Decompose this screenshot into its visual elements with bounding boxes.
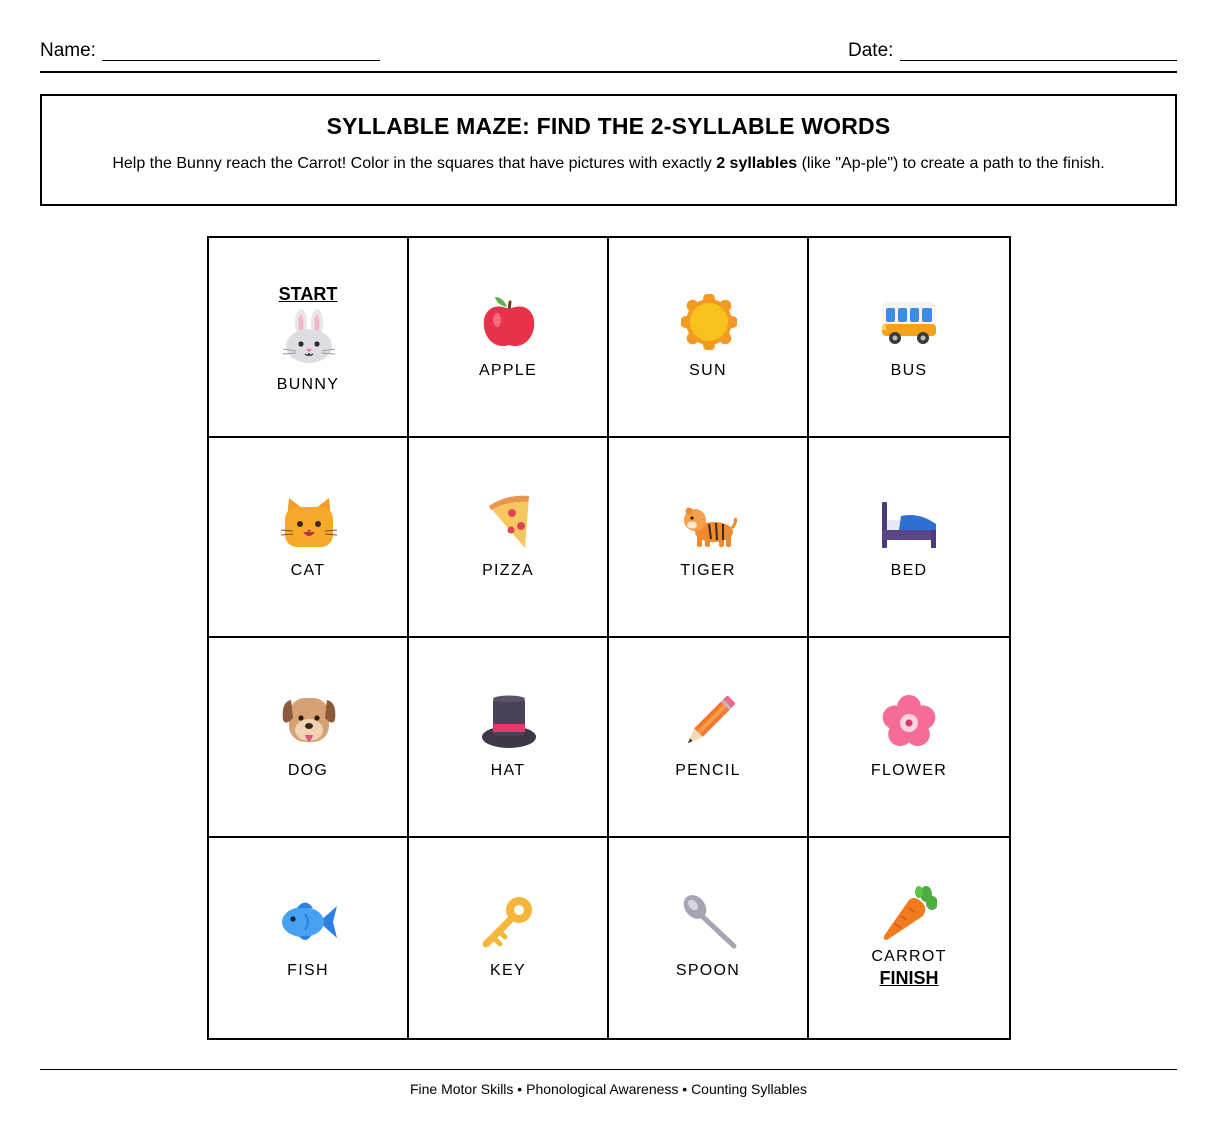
maze-cell[interactable]	[209, 638, 409, 838]
cell-word: CAT	[290, 562, 326, 579]
maze-cell[interactable]	[809, 238, 1009, 438]
header-fields	[40, 36, 1177, 72]
carrot-icon	[881, 886, 937, 942]
spoon-icon	[681, 894, 737, 950]
cell-word: FISH	[287, 962, 329, 979]
name-field-line[interactable]	[102, 60, 380, 61]
pencil-icon	[681, 694, 737, 750]
cell-word: DOG	[287, 762, 329, 779]
key-icon	[481, 894, 537, 950]
header-divider	[40, 71, 1177, 73]
cell-word: SUN	[689, 362, 727, 379]
pizza-icon	[481, 494, 537, 550]
tiger-icon	[681, 494, 737, 550]
date-label: Date:	[848, 40, 894, 61]
cell-word: APPLE	[478, 362, 538, 379]
start-label: START	[278, 284, 338, 304]
maze-cell[interactable]	[209, 838, 409, 1038]
cell-word: TIGER	[680, 562, 736, 579]
maze-cell[interactable]	[809, 638, 1009, 838]
rabbit-face-icon	[281, 308, 337, 364]
red-apple-icon	[481, 294, 537, 350]
dog-face-icon	[281, 694, 337, 750]
bed-icon	[881, 494, 937, 550]
footer-text: Fine Motor Skills • Phonological Awareness • Counting Syllables	[409, 1081, 808, 1097]
maze-cell[interactable]	[409, 438, 609, 638]
title-box	[40, 94, 1177, 206]
bus-icon	[881, 294, 937, 350]
fish-icon	[281, 894, 337, 950]
cherry-blossom-icon	[881, 694, 937, 750]
maze-cell[interactable]	[609, 438, 809, 638]
maze-cell[interactable]	[809, 438, 1009, 638]
maze-cell[interactable]	[409, 638, 609, 838]
cell-word: BED	[890, 562, 928, 579]
instructions-bold: 2 syllables	[716, 155, 798, 172]
date-field-line[interactable]	[900, 60, 1177, 61]
cell-word: PIZZA	[482, 562, 534, 579]
cell-word: FLOWER	[870, 762, 948, 779]
cell-word: HAT	[490, 762, 526, 779]
maze-cell[interactable]	[609, 838, 809, 1038]
cat-face-icon	[281, 494, 337, 550]
name-label: Name:	[40, 40, 96, 61]
cell-word: BUNNY	[276, 376, 340, 393]
instructions-text-end: (like "Ap-ple") to create a path to the finish.	[797, 155, 1105, 172]
maze-cell[interactable]	[609, 238, 809, 438]
cell-word: BUS	[890, 362, 928, 379]
cell-word: PENCIL	[675, 762, 741, 779]
maze-cell[interactable]	[609, 638, 809, 838]
cell-word: KEY	[490, 962, 526, 979]
sun-icon	[681, 294, 737, 350]
maze-grid	[207, 236, 1011, 1040]
maze-cell-start[interactable]	[209, 238, 409, 438]
footer-divider	[40, 1069, 1177, 1070]
maze-cell[interactable]	[409, 838, 609, 1038]
finish-label: FINISH	[879, 968, 939, 988]
maze-cell-finish[interactable]	[809, 838, 1009, 1038]
top-hat-icon	[481, 694, 537, 750]
maze-cell[interactable]	[409, 238, 609, 438]
instructions-text-start: Help the Bunny reach the Carrot! Color in the squares that have pictures with exactly	[112, 155, 717, 172]
cell-word: CARROT	[871, 948, 947, 965]
cell-word: SPOON	[675, 962, 741, 979]
maze-cell[interactable]	[209, 438, 409, 638]
worksheet-instructions	[42, 155, 1175, 173]
worksheet-title: SYLLABLE MAZE: FIND THE 2-SYLLABLE WORDS	[326, 113, 891, 139]
